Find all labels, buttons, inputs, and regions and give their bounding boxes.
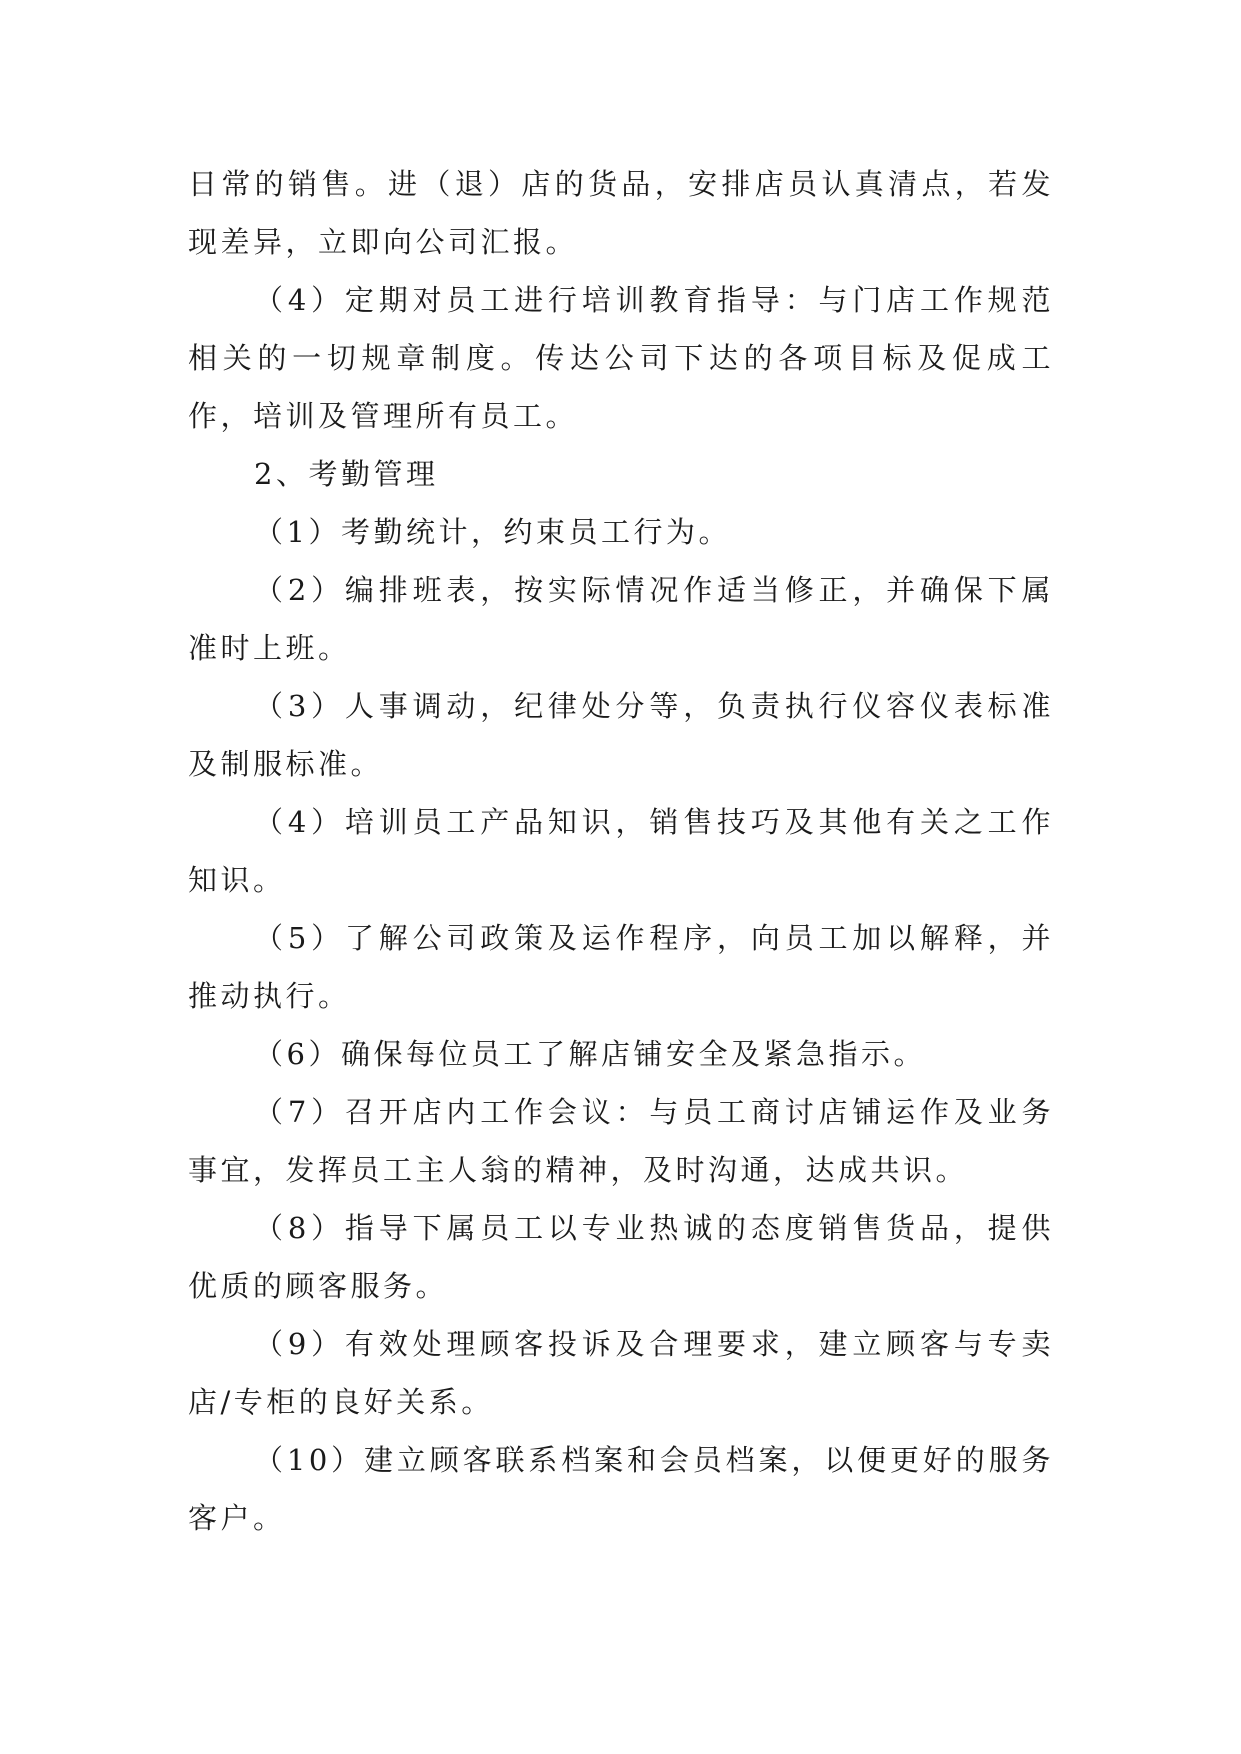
paragraph-continuation: 日常的销售。进（退）店的货品，安排店员认真清点，若发现差异，立即向公司汇报。 bbox=[188, 167, 1054, 259]
paragraph-item-9: （9）有效处理顾客投诉及合理要求，建立顾客与专卖店/专柜的良好关系。 bbox=[188, 1327, 1054, 1419]
paragraph-item-8: （8）指导下属员工以专业热诚的态度销售货品，提供优质的顾客服务。 bbox=[188, 1211, 1054, 1303]
paragraph-item-3: （3）人事调动，纪律处分等，负责执行仪容仪表标准及制服标准。 bbox=[188, 689, 1054, 781]
paragraph-item-7: （7）召开店内工作会议：与员工商讨店铺运作及业务事宜，发挥员工主人翁的精神，及时沟通，达成共识。 bbox=[188, 1095, 1054, 1187]
paragraph-item-2: （2）编排班表，按实际情况作适当修正，并确保下属准时上班。 bbox=[188, 573, 1054, 665]
document-body bbox=[188, 155, 1054, 1547]
paragraph-item-10: （10）建立顾客联系档案和会员档案，以便更好的服务客户。 bbox=[188, 1443, 1054, 1535]
paragraph-item-4-training: （4）定期对员工进行培训教育指导：与门店工作规范相关的一切规章制度。传达公司下达的各项目标及促成工作，培训及管理所有员工。 bbox=[188, 283, 1054, 433]
paragraph-item-1: （1）考勤统计，约束员工行为。 bbox=[254, 515, 731, 549]
section-heading-attendance: 2、考勤管理 bbox=[254, 457, 439, 491]
paragraph-item-5: （5）了解公司政策及运作程序，向员工加以解释，并推动执行。 bbox=[188, 921, 1054, 1013]
paragraph-item-6: （6）确保每位员工了解店铺安全及紧急指示。 bbox=[254, 1037, 926, 1071]
paragraph-item-4: （4）培训员工产品知识，销售技巧及其他有关之工作知识。 bbox=[188, 805, 1054, 897]
